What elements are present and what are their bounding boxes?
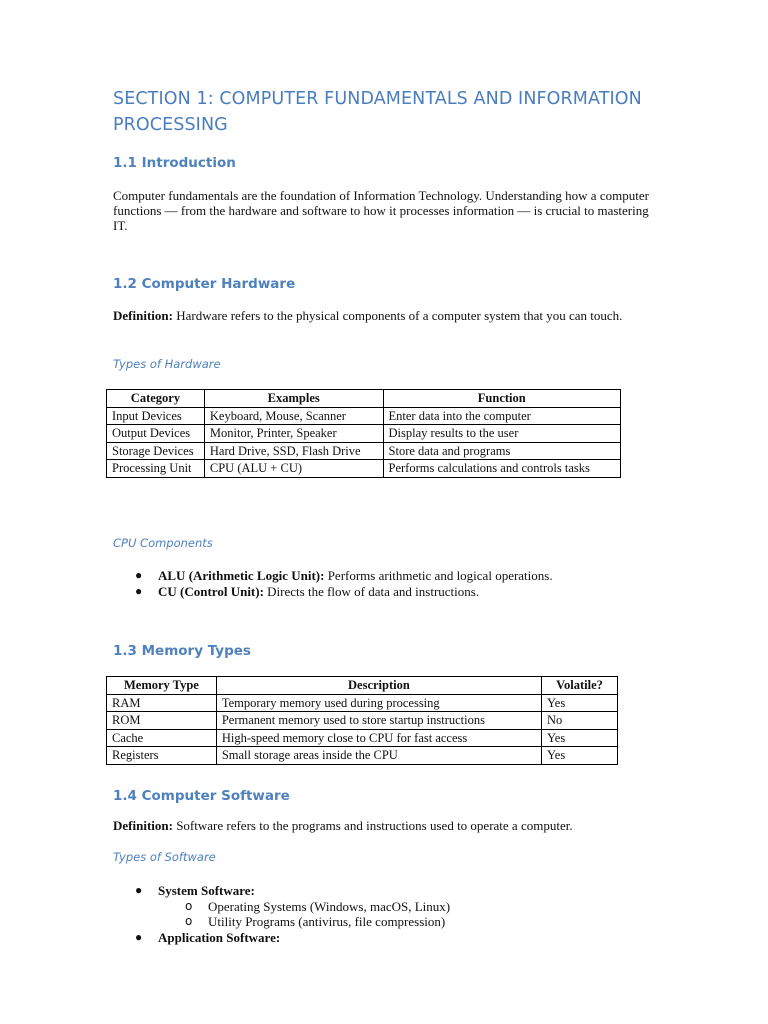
list-item: [113, 914, 450, 930]
table-row: [107, 442, 621, 460]
table-row: [107, 712, 618, 730]
intro-heading: 1.1 Introduction: [113, 155, 236, 171]
table-header-cell: Category: [107, 390, 205, 408]
table-cell: Keyboard, Mouse, Scanner: [204, 407, 383, 425]
item-text: Performs arithmetic and logical operations.: [324, 568, 553, 583]
table-cell: RAM: [107, 694, 217, 712]
table-header-cell: Volatile?: [542, 677, 618, 695]
memory-heading: 1.3 Memory Types: [113, 643, 251, 659]
intro-paragraph: Computer fundamentals are the foundation of Information Technology. Understanding how a computer functions — from the hardware and software to how it processes information — is crucial to mastering IT.: [113, 188, 649, 233]
bullet-icon: ●: [135, 583, 143, 598]
definition-text: Software refers to the programs and instructions used to operate a computer.: [172, 818, 573, 833]
table-row: [107, 425, 621, 443]
table-cell: No: [542, 712, 618, 730]
table-cell: Monitor, Printer, Speaker: [204, 425, 383, 443]
table-header-row: [107, 390, 621, 408]
software-types-heading: Types of Software: [113, 850, 216, 864]
table-cell: Store data and programs: [383, 442, 620, 460]
hardware-types-heading: Types of Hardware: [113, 357, 221, 371]
table-row: [107, 747, 618, 765]
system-software-sublist: [158, 899, 450, 930]
cpu-components-list: [113, 568, 553, 599]
table-cell: ROM: [107, 712, 217, 730]
item-label: CU (Control Unit):: [158, 583, 264, 599]
list-item: [113, 568, 553, 584]
list-item: [113, 899, 450, 915]
table-cell: Performs calculations and controls tasks: [383, 460, 620, 478]
item-label: ALU (Arithmetic Logic Unit):: [158, 568, 325, 583]
circle-bullet-icon: o: [185, 914, 193, 928]
table-cell: Output Devices: [107, 425, 205, 443]
item-text: Directs the flow of data and instructions.: [263, 583, 480, 599]
section-title: SECTION 1: COMPUTER FUNDAMENTALS AND INFORMATION PROCESSING: [113, 89, 642, 135]
table-row: [107, 694, 618, 712]
table-cell: Storage Devices: [107, 442, 205, 460]
table-row: [107, 407, 621, 425]
list-item: [113, 930, 450, 946]
table-header-cell: Memory Type: [107, 677, 217, 695]
table-header-cell: Function: [383, 390, 620, 408]
list-item: [113, 584, 553, 600]
hardware-definition: [113, 308, 658, 323]
table-header-cell: Description: [216, 677, 541, 695]
table-cell: Yes: [542, 729, 618, 747]
table-cell: Enter data into the computer: [383, 407, 620, 425]
table-cell: Permanent memory used to store startup instructions: [216, 712, 541, 730]
table-header-cell: Examples: [204, 390, 383, 408]
table-cell: Yes: [542, 694, 618, 712]
item-label: Application Software:: [158, 929, 281, 945]
definition-text: Hardware refers to the physical components of a computer system that you can touch.: [172, 308, 623, 323]
bullet-icon: ●: [135, 568, 143, 582]
table-cell: Registers: [107, 747, 217, 765]
circle-bullet-icon: o: [185, 898, 193, 913]
table-cell: CPU (ALU + CU): [204, 460, 383, 478]
item-label: System Software:: [158, 883, 255, 898]
cpu-components-heading: CPU Components: [113, 536, 213, 550]
hardware-heading: 1.2 Computer Hardware: [113, 276, 296, 292]
definition-label: Definition:: [113, 308, 173, 323]
table-cell: Cache: [107, 729, 217, 747]
definition-label: Definition:: [113, 818, 173, 833]
table-cell: Small storage areas inside the CPU: [216, 747, 541, 765]
hardware-table: [106, 389, 621, 478]
table-row: [107, 460, 621, 478]
table-cell: Temporary memory used during processing: [216, 694, 541, 712]
table-cell: Yes: [542, 747, 618, 765]
bullet-icon: ●: [135, 929, 143, 944]
memory-table: [106, 676, 618, 765]
table-header-row: [107, 677, 618, 695]
item-text: Operating Systems (Windows, macOS, Linux): [208, 898, 451, 914]
list-item: [113, 883, 450, 930]
software-heading: 1.4 Computer Software: [113, 788, 290, 804]
software-types-list: [113, 883, 450, 945]
table-cell: High-speed memory close to CPU for fast access: [216, 729, 541, 747]
item-text: Utility Programs (antivirus, file compression): [208, 914, 446, 929]
software-definition: [113, 818, 658, 833]
table-cell: Hard Drive, SSD, Flash Drive: [204, 442, 383, 460]
table-cell: Input Devices: [107, 407, 205, 425]
table-row: [107, 729, 618, 747]
bullet-icon: ●: [135, 883, 143, 897]
table-cell: Processing Unit: [107, 460, 205, 478]
table-cell: Display results to the user: [383, 425, 620, 443]
